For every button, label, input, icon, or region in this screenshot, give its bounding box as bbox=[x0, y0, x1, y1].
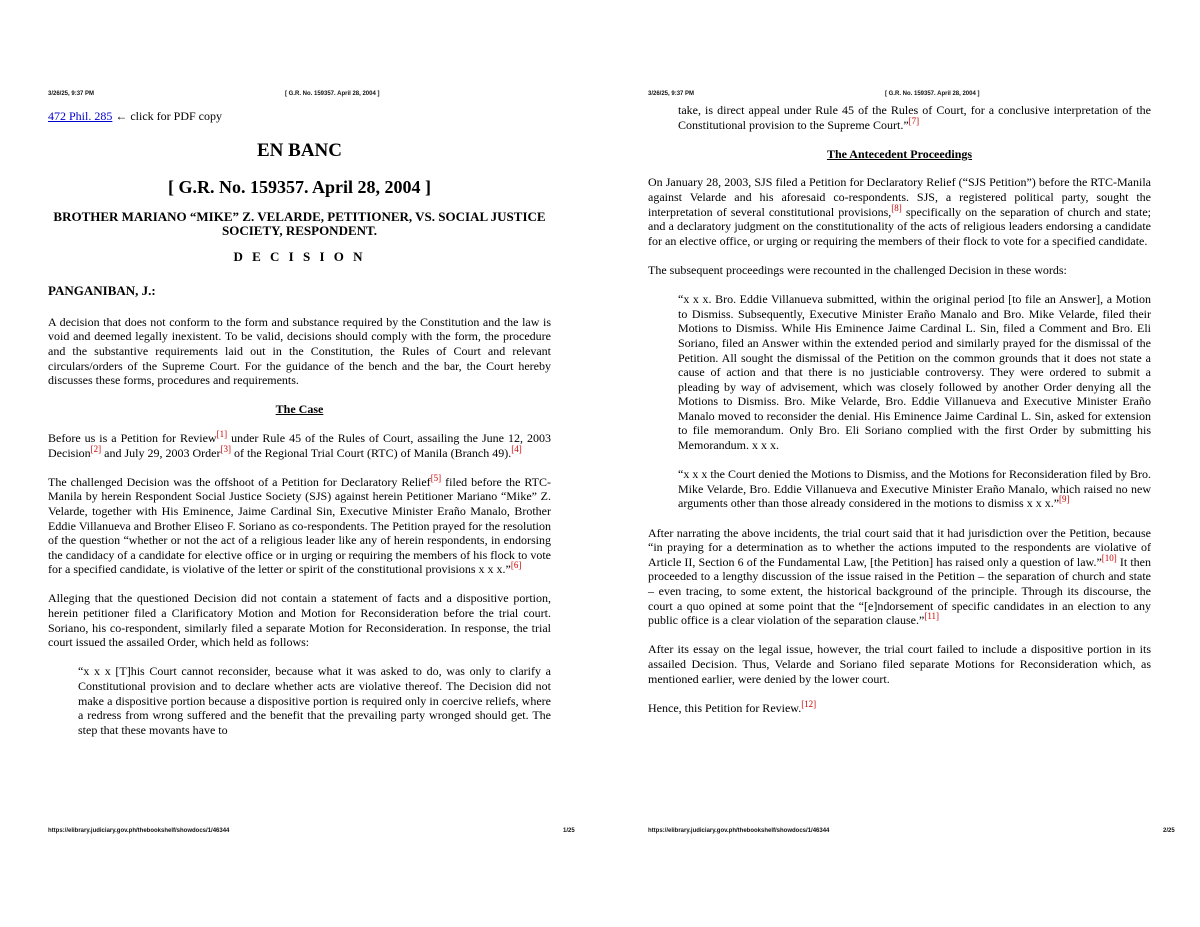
ponente: PANGANIBAN, J.: bbox=[48, 283, 156, 299]
parties-heading: BROTHER MARIANO “MIKE” Z. VELARDE, PETITIONER, VS. SOCIAL JUSTICE SOCIETY, RESPONDENT. bbox=[53, 208, 546, 238]
section-the-case: The Case bbox=[275, 402, 324, 417]
blockquote-order: “x x x [T]his Court cannot reconsider, because what it was asked to do, was only to clarify a Constitutional provision and to declare whether acts are violative thereof. The Decision did not make a dispositive portion because a dispositive portion is required only in coercive reliefs, where a redress from wrong suffered and the benefit that the prevailing party wronged should get. The step that these movants have to bbox=[78, 664, 551, 737]
paragraph-hence: Hence, this Petition for Review.[12] bbox=[648, 698, 817, 715]
footer-url: https://elibrary.judiciary.gov.ph/thebookshelf/showdocs/1/46344 bbox=[48, 828, 230, 834]
paragraph-essay: After its essay on the legal issue, however, the trial court failed to include a dispositive portion in its assailed Decision. Thus, Velarde and Soriano filed separate Motions for Reconsideration which, as mentioned earlier, were denied by the lower court. bbox=[648, 642, 1151, 686]
pdf-copy-line bbox=[48, 109, 551, 124]
case-number-heading: [ G.R. No. 159357. April 28, 2004 ] bbox=[168, 176, 431, 197]
footnote-link-8[interactable]: [8] bbox=[891, 202, 902, 213]
paragraph-sjs-petition: On January 28, 2003, SJS filed a Petition for Declaratory Relief (“SJS Petition”) before the RTC-Manila against Velarde and his aforesaid co-respondents. SJS, a registered political party, sought the interpretation of several constitutional provisions,[8] specifically on the separation of church and state; and a declaratory judgment on the constitutionality of the acts of religious leaders endorsing a candidate for an elective office, or urging or requiring the members of their flock to vote for a specified candidate. bbox=[648, 175, 1152, 248]
paragraph-jurisdiction: After narrating the above incidents, the trial court said that it had jurisdiction over the Petition, because “in praying for a determination as to whether the actions imputed to the respondents are violative of Article II, Section 6 of the Fundamental Law, [the Petition] has raised only a question of law.”[10] It then proceeded to a lengthy discussion of the issue raised in the Petition – the separation of church and state – even tracing, to some extent, the historical background of the principle. Through its discourse, the court a quo opined at some point that the “[e]ndorsement of specific candidates in an election to any public office is a clear violation of the separation clause.”[11] bbox=[648, 525, 1151, 628]
paragraph-intro: A decision that does not conform to the form and substance required by the Constitution and the law is void and deemed legally inexistent. To be valid, decisions should comply with the form, the procedure and the substantive requirements laid out in the Constitution, the Rules of Court and relevant circulars/orders of the Supreme Court. For the guidance of the bench and the bar, the Court hereby discusses these forms, procedures and requirements. bbox=[48, 314, 551, 388]
footer-page-number: 2/25 bbox=[1163, 828, 1175, 834]
blockquote-motions-denied: “x x x the Court denied the Motions to Dismiss, and the Motions for Reconsideration filed by Bro. Mike Velarde, Bro. Eddie Villanueva and Executive Minister Eraño Manalo, which raised no new arguments other than those already considered in the motions to dismiss x x x.”[9] bbox=[678, 467, 1151, 511]
header-date: 3/26/25, 9:37 PM bbox=[648, 91, 695, 97]
footnote-link-9[interactable]: [9] bbox=[1059, 494, 1070, 505]
paragraph-alleging: Alleging that the questioned Decision did not contain a statement of facts and a dispositive portion, herein petitioner filed a Clarificatory Motion and Motion for Reconsideration before the trial court. Soriano, his co-respondent, similarly filed a separate Motion for Reconsideration. In response, the trial court issued the assailed Order, which held as follows: bbox=[48, 591, 551, 650]
footer-page-number: 1/25 bbox=[563, 828, 575, 834]
footnote-link-2[interactable]: [2] bbox=[90, 443, 102, 454]
footnote-link-10[interactable]: [10] bbox=[1101, 552, 1117, 563]
footnote-link-3[interactable]: [3] bbox=[220, 443, 231, 454]
paragraph-subsequent-proceedings: The subsequent proceedings were recounted in the challenged Decision in these words: bbox=[648, 262, 1067, 277]
page-1-content bbox=[48, 109, 551, 752]
paragraph-challenged-decision: The challenged Decision was the offshoot of a Petition for Declaratory Relief[5] filed before the RTC-Manila by herein Respondent Social Justice Society (SJS) against herein Petitioner Mariano “Mike” Z. Velarde, together with His Eminence, Jaime Cardinal Sin, Executive Minister Eraño Manalo, Brother Eddie Villanueva and Brother Eliseo F. Soriano as co-respondents. The Petition prayed for the resolution of the question “whether or not the act of a religious leader like any of herein respondents, in endorsing the candidacy of a candidate for elective office or in urging or requiring the members of his flock to vote for a specified candidate, is violative of the letter or spirit of the constitutional provisions x x x.”[6] bbox=[48, 472, 551, 577]
decision-heading: D E C I S I O N bbox=[233, 248, 366, 264]
footnote-link-12[interactable]: [12] bbox=[801, 698, 817, 709]
footnote-link-6[interactable]: [6] bbox=[510, 560, 522, 571]
blockquote-order-continued: take, is direct appeal under Rule 45 of the Rules of Court, for a conclusive interpretation of the Constitutional provision to the Supreme Court.”[7] bbox=[678, 103, 1151, 132]
pdf-copy-text: ← click for PDF copy bbox=[112, 109, 222, 123]
footnote-link-5[interactable]: [5] bbox=[430, 472, 442, 483]
header-title: [ G.R. No. 159357. April 28, 2004 ] bbox=[285, 91, 380, 97]
page-2-content bbox=[648, 103, 1151, 730]
paragraph-petition-for-review: Before us is a Petition for Review[1] under Rule 45 of the Rules of Court, assailing the June 12, 2003 Decision[2] and July 29, 2003 Order[3] of the Regional Trial Court (RTC) of Manila (Branch 49).[4] bbox=[48, 428, 551, 460]
header-date: 3/26/25, 9:37 PM bbox=[48, 91, 95, 97]
section-antecedent-proceedings: The Antecedent Proceedings bbox=[826, 146, 973, 161]
footnote-link-1[interactable]: [1] bbox=[216, 428, 228, 439]
footnote-link-4[interactable]: [4] bbox=[511, 443, 522, 454]
header-title: [ G.R. No. 159357. April 28, 2004 ] bbox=[885, 91, 980, 97]
page-2 bbox=[600, 0, 1200, 927]
blockquote-proceedings: “x x x. Bro. Eddie Villanueva submitted, within the original period [to file an Answer], a Motion to Dismiss. Subsequently, Executive Minister Eraño Manalo and Bro. Mike Velarde, filed their Motions to Dismiss. While His Eminence Jaime Cardinal L. Sin, filed a Comment and Bro. Eli Soriano, filed an Answer within the extended period and similarly prayed for the dismissal of the Petition. All sought the dismissal of the Petition on the common grounds that it does not state a cause of action and that there is no justiciable controversy. They were ordered to submit a pleading by way of advisement, which was closely followed by another Order denying all the Motions to Dismiss. Bro. Mike Velarde, Bro. Eddie Villanueva and Executive Minister Eraño Manalo moved to reconsider the denial. His Eminence Jaime Cardinal L. Sin, asked for extension to file memorandum. Only Bro. Eli Soriano complied with the first Order by submitting his Memorandum. x x x. bbox=[678, 292, 1151, 453]
footnote-link-11[interactable]: [11] bbox=[924, 611, 940, 622]
footnote-link-7[interactable]: [7] bbox=[908, 115, 920, 126]
footer-url: https://elibrary.judiciary.gov.ph/thebookshelf/showdocs/1/46344 bbox=[648, 828, 830, 834]
en-banc-heading: EN BANC bbox=[257, 139, 342, 161]
pdf-copy-link[interactable]: 472 Phil. 285 bbox=[48, 109, 113, 123]
